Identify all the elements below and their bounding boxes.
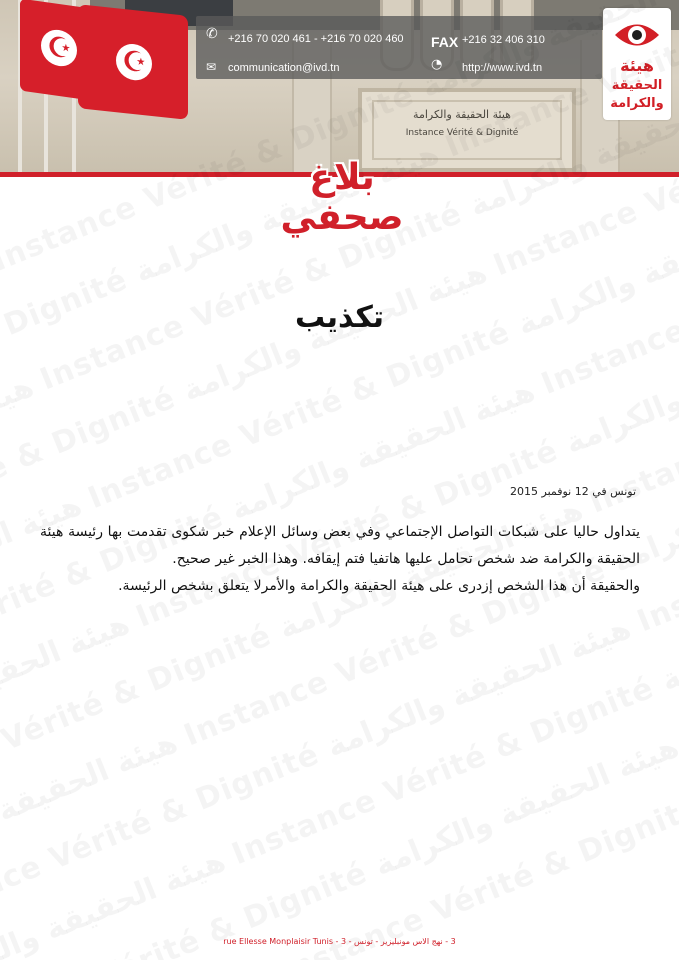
body-paragraph: يتداول حاليا على شبكات التواصل الإجتماعي وفي بعض وسائل الإعلام خبر شكوى تقدمت بها رئيسة هيئة الحقيقة والكرامة ضد شخص تحامل عليها هاتفيا فتم إيقافه. وهذا الخبر غير صحيح. bbox=[40, 524, 640, 567]
header-photo bbox=[0, 0, 679, 172]
logo-word-2: الحقيقة bbox=[611, 78, 663, 93]
headline: تكذيب bbox=[294, 300, 385, 335]
phone-numbers: +216 70 020 461 - +216 70 020 460 bbox=[228, 33, 404, 45]
email-address: communication@ivd.tn bbox=[228, 62, 340, 74]
release-date: تونس في 12 نوفمبر 2015 bbox=[510, 485, 636, 498]
body-paragraph: والحقيقة أن هذا الشخص إزدرى على هيئة الحقيقة والكرامة والأمرلا يتعلق بشخص الرئيسة. bbox=[118, 578, 640, 594]
press-title-line-1: بلاغ bbox=[309, 157, 375, 198]
building-sign-french: Instance Vérité & Dignité bbox=[405, 128, 519, 138]
tunisian-flag-icon: ☪ bbox=[78, 4, 188, 120]
press-title-line-2: صحفي bbox=[280, 197, 404, 238]
eye-logo-icon bbox=[613, 16, 661, 54]
contact-bar bbox=[196, 16, 602, 79]
phone-icon: ✆ bbox=[206, 26, 218, 42]
footer-address: 3 - نهج الاس مونبليزير - تونس - 3 - rue Ellesse Monplaisir Tunis bbox=[223, 937, 456, 946]
release-body bbox=[40, 519, 640, 600]
press-release-title bbox=[272, 158, 412, 246]
website-url: http://www.ivd.tn bbox=[462, 62, 543, 74]
wifi-icon: ◔ bbox=[431, 57, 443, 72]
logo-word-3: والكرامة bbox=[610, 96, 664, 111]
fax-number: +216 32 406 310 bbox=[462, 34, 545, 46]
logo-word-1: هيئة bbox=[620, 56, 654, 75]
email-icon: ✉ bbox=[206, 60, 217, 74]
ivd-logo bbox=[603, 8, 671, 120]
tunisian-flag-icon: ☪ bbox=[20, 0, 98, 101]
building-sign-arabic: هيئة الحقيقة والكرامة bbox=[413, 108, 511, 121]
fax-label: FAX bbox=[431, 34, 459, 50]
